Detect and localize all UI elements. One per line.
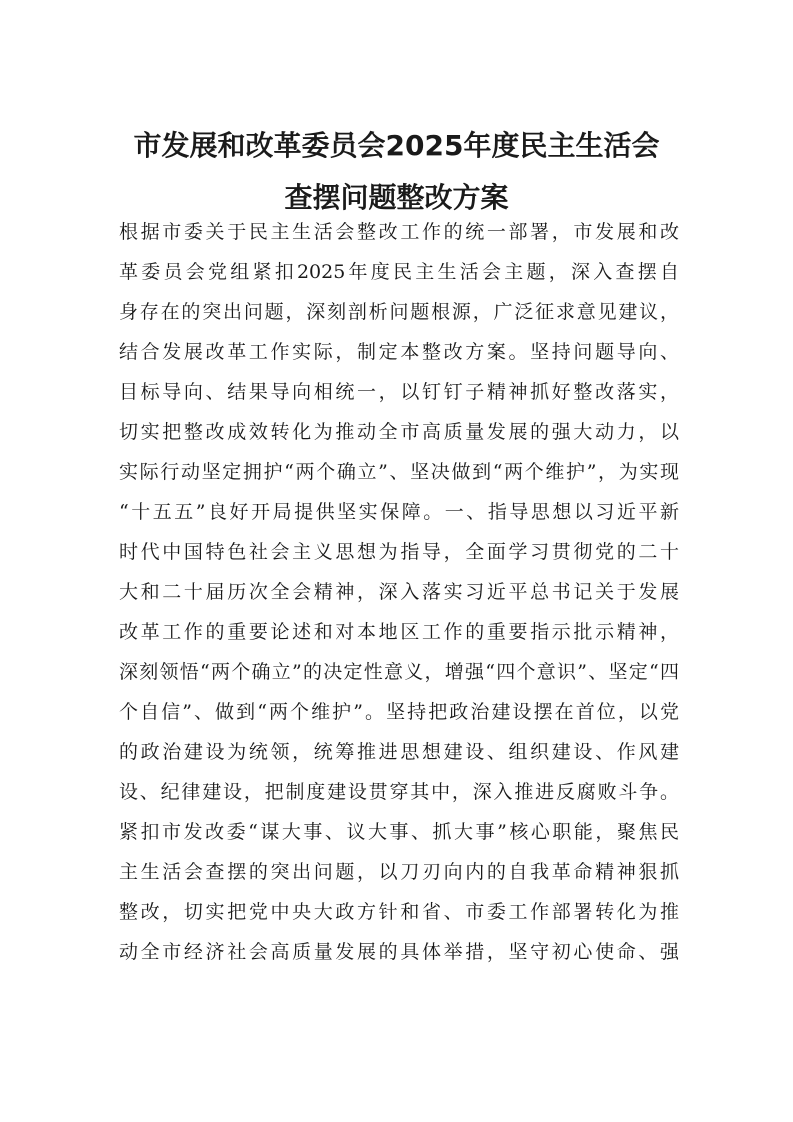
body-line: 目标导向、结果导向相统一，以钉钉子精神抓好整改落实， <box>119 381 679 403</box>
body-line: 改革工作的重要论述和对本地区工作的重要指示批示精神， <box>119 621 679 643</box>
document-title-line-2: 查摆问题整改方案 <box>284 181 509 214</box>
body-line: 的政治建设为统领，统筹推进思想建设、组织建设、作风建 <box>119 741 679 763</box>
body-line: “十五五”良好开局提供坚实保障。一、指导思想以习近平新 <box>119 501 679 523</box>
body-line: 革委员会党组紧扣2025年度民主生活会主题，深入查摆自 <box>119 261 679 283</box>
body-line: 动全市经济社会高质量发展的具体举措，坚守初心使命、强 <box>119 941 679 963</box>
body-line: 时代中国特色社会主义思想为指导，全面学习贯彻党的二十 <box>119 541 679 563</box>
document-title-line-1: 市发展和改革委员会2025年度民主生活会 <box>133 129 660 162</box>
body-line: 紧扣市发改委“谋大事、议大事、抓大事”核心职能，聚焦民 <box>119 821 679 843</box>
body-line: 身存在的突出问题，深刻剖析问题根源，广泛征求意见建议， <box>119 301 679 323</box>
body-line: 大和二十届历次全会精神，深入落实习近平总书记关于发展 <box>119 581 679 603</box>
body-line: 设、纪律建设，把制度建设贯穿其中，深入推进反腐败斗争。 <box>119 781 679 803</box>
body-line: 个自信”、做到“两个维护”。坚持把政治建设摆在首位，以党 <box>119 701 679 723</box>
body-line: 根据市委关于民主生活会整改工作的统一部署，市发展和改 <box>119 221 679 243</box>
body-line: 切实把整改成效转化为推动全市高质量发展的强大动力，以 <box>119 421 679 443</box>
body-line: 实际行动坚定拥护“两个确立”、坚决做到“两个维护”，为实现 <box>119 461 679 483</box>
body-line: 整改，切实把党中央大政方针和省、市委工作部署转化为推 <box>119 901 679 923</box>
body-line: 深刻领悟“两个确立”的决定性意义，增强“四个意识”、坚定“四 <box>119 661 679 683</box>
body-line: 主生活会查摆的突出问题，以刀刃向内的自我革命精神狠抓 <box>119 861 679 883</box>
body-line: 结合发展改革工作实际，制定本整改方案。坚持问题导向、 <box>119 341 679 363</box>
